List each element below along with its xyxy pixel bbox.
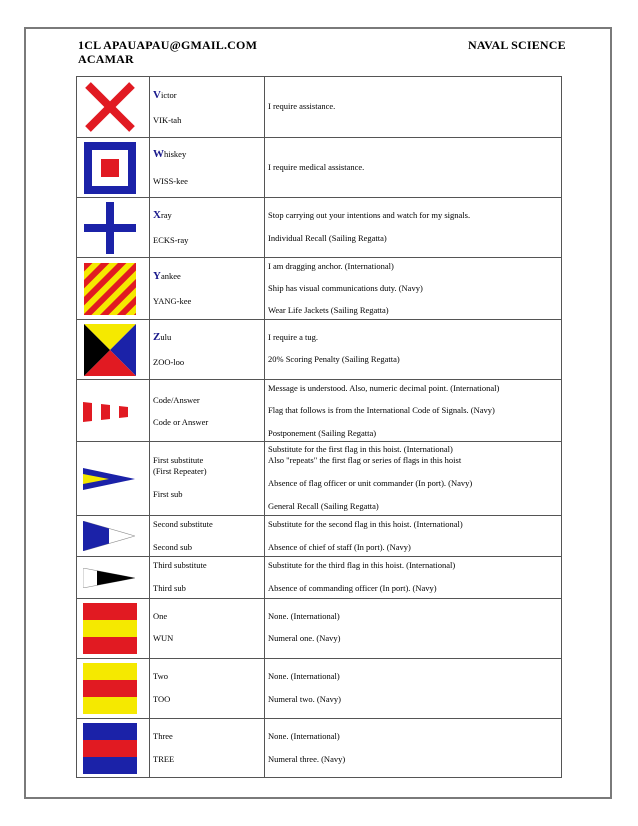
meaning: General Recall (Sailing Regatta) [268, 501, 379, 511]
header-name: ACAMAR [78, 52, 134, 66]
meaning: Message is understood. Also, numeric decimal point. (International) [268, 383, 500, 393]
meaning: I require medical assistance. [268, 162, 365, 172]
meaning: Absence of chief of staff (In port). (Navy) [268, 542, 411, 552]
meaning: I am dragging anchor. (International) [268, 261, 394, 271]
table-row [77, 320, 561, 380]
flag-name: Victor [153, 89, 177, 101]
meaning: Wear Life Jackets (Sailing Regatta) [268, 305, 389, 315]
flag-name: Second substitute [153, 519, 213, 529]
flag-name: First substitute [153, 455, 204, 465]
second-substitute-pennant-icon [83, 521, 135, 551]
meaning: Absence of flag officer or unit commander (In port). (Navy) [268, 478, 473, 488]
meaning: Numeral three. (Navy) [268, 754, 346, 764]
meaning: Ship has visual communications duty. (Navy) [268, 283, 423, 293]
flag-name: Zulu [153, 331, 172, 343]
meaning: Flag that follows is from the International Code of Signals. (Navy) [268, 405, 495, 415]
flag-name: Code/Answer [153, 395, 200, 405]
table-row [77, 659, 561, 719]
table-row [77, 77, 561, 138]
pronunciation: WISS-kee [153, 176, 188, 186]
third-substitute-pennant-icon [83, 568, 135, 588]
victor-flag-icon [84, 81, 136, 133]
pronunciation: TREE [153, 754, 175, 764]
meaning: None. (International) [268, 671, 340, 681]
header-subject: NAVAL SCIENCE [468, 38, 566, 52]
meaning: I require assistance. [268, 101, 336, 111]
pronunciation: WUN [153, 633, 174, 643]
table-row [77, 599, 561, 659]
meaning: Stop carrying out your intentions and watch for my signals. [268, 210, 471, 220]
meaning: Numeral one. (Navy) [268, 633, 341, 643]
meaning: Numeral two. (Navy) [268, 694, 341, 704]
header-left [78, 38, 257, 66]
flag-name: Whiskey [153, 148, 187, 160]
xray-flag-icon [84, 202, 136, 254]
signal-flags-table [76, 76, 562, 778]
meaning: Individual Recall (Sailing Regatta) [268, 233, 387, 243]
flag-alt-name: (First Repeater) [153, 466, 207, 476]
first-substitute-pennant-icon [83, 468, 135, 490]
whiskey-flag-icon [84, 142, 136, 194]
meaning: None. (International) [268, 731, 340, 741]
meaning: Substitute for the first flag in this hoist. (International) [268, 444, 453, 454]
table-row [77, 198, 561, 258]
pronunciation: First sub [153, 489, 183, 499]
table-row [77, 719, 561, 778]
pronunciation: TOO [153, 694, 171, 704]
code-answer-pennant-icon [83, 402, 137, 422]
pronunciation: YANG-kee [153, 296, 192, 306]
numeral-two-flag-icon [83, 663, 137, 714]
table-row [77, 516, 561, 557]
table-row [77, 442, 561, 516]
flag-name: Yankee [153, 270, 181, 282]
flag-name: Two [153, 671, 168, 681]
meaning: Substitute for the second flag in this hoist. (International) [268, 519, 463, 529]
pronunciation: Code or Answer [153, 417, 209, 427]
meaning: Postponement (Sailing Regatta) [268, 428, 377, 438]
meaning: Substitute for the third flag in this hoist. (International) [268, 560, 456, 570]
pronunciation: Third sub [153, 583, 186, 593]
meaning: None. (International) [268, 611, 340, 621]
flag-name: Third substitute [153, 560, 207, 570]
table-row [77, 380, 561, 442]
pronunciation: ECKS-ray [153, 235, 189, 245]
flag-name: Three [153, 731, 173, 741]
numeral-three-flag-icon [83, 723, 137, 774]
meaning: Also "repeats" the first flag or series of flags in this hoist [268, 455, 462, 465]
pronunciation: VIK-tah [153, 115, 182, 125]
header-email: 1CL APAUAPAU@GMAIL.COM [78, 38, 258, 52]
meaning: I require a tug. [268, 332, 319, 342]
table-row [77, 557, 561, 599]
flag-name: One [153, 611, 168, 621]
flag-name: Xray [153, 209, 172, 221]
yankee-flag-icon [84, 263, 136, 315]
table-row [77, 258, 561, 320]
zulu-flag-icon [84, 324, 136, 376]
pronunciation: Second sub [153, 542, 192, 552]
numeral-one-flag-icon [83, 603, 137, 654]
table-row [77, 138, 561, 198]
meaning: Absence of commanding officer (In port). (Navy) [268, 583, 437, 593]
meaning: 20% Scoring Penalty (Sailing Regatta) [268, 354, 400, 364]
pronunciation: ZOO-loo [153, 357, 185, 367]
